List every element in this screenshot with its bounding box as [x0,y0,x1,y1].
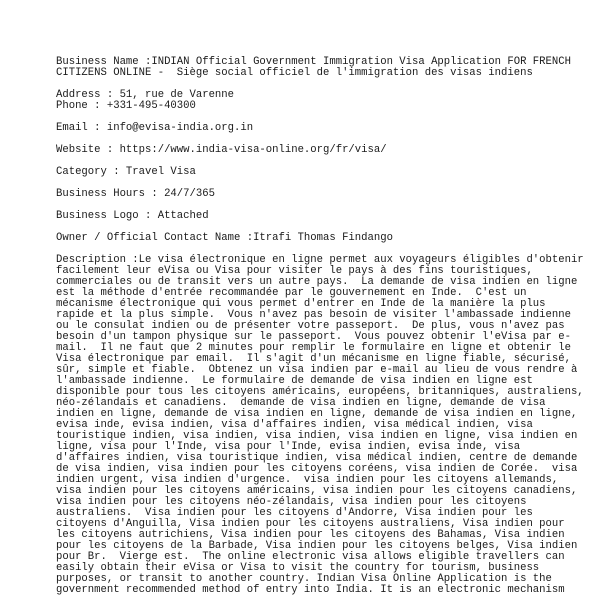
description-line: pour Br. Vierge est. The online electronic visa allows eligible travellers can [56,551,565,563]
description-line: de visa indien, visa indien pour les citoyens coréens, visa indien de Corée. visa [56,463,578,475]
description-line: l'ambassade indienne. Le formulaire de demande de visa indien en ligne est [56,375,533,387]
business-logo-line: Business Logo : Attached [56,210,209,222]
description-line: néo-zélandais et canadiens. demande de visa indien en ligne, demande de visa [56,397,546,409]
description-line: est la méthode d'entrée recommandée par le gouvernement en Inde. C'est un [56,287,527,299]
description-line: easily obtain their eVisa or Visa to visit the country for tourism, business [56,562,540,574]
description-line: touristique indien, visa indien, visa indien, visa indien en ligne, visa indien en [56,430,578,442]
business-name-line-2: CITIZENS ONLINE - Siège social officiel de l'immigration des visas indiens [56,67,533,79]
website-line: Website : https://www.india-visa-online.org/fr/visa/ [56,144,387,156]
description-line: d'affaires indien, visa touristique indien, visa médical indien, centre de demande [56,452,578,464]
description-line: disponible pour tous les citoyens américains, européens, britanniques, australiens, [56,386,584,398]
description-line: purposes, or transit to another country. Indian Visa Online Application is the [56,573,552,585]
description-line: besoin d'un tampon physique sur le passeport. Vous pouvez obtenir l'eVisa par e- [56,331,571,343]
description-line: sûr, simple et fiable. Obtenez un visa indien par e-mail au lieu de vous rendre à [56,364,578,376]
description-paragraph [56,254,584,596]
address-line: Address : 51, rue de Varenne [56,89,235,101]
email-line: Email : info@evisa-india.org.in [56,122,254,134]
description-line: les citoyens autrichiens, Visa indien pour les citoyens des Bahamas, Visa indien [56,529,565,541]
description-line: Visa électronique par email. Il s'agit d'un mécanisme en ligne fiable, sécurisé, [56,353,571,365]
business-name-line-1: Business Name :INDIAN Official Government Immigration Visa Application FOR FRENCH [56,56,571,68]
description-line: indien urgent, visa indien d'urgence. visa indien pour les citoyens allemands, [56,474,559,486]
document-body [56,56,584,596]
description-line: rapide et la plus simple. Vous n'avez pas besoin de visiter l'ambassade indienne [56,309,571,321]
description-line: ligne, visa pour l'Inde, visa pour l'Inde, evisa indien, evisa inde, visa [56,441,521,453]
description-line: citoyens d'Anguilla, Visa indien pour les citoyens australiens, Visa indien pour [56,518,565,530]
category-line: Category : Travel Visa [56,166,196,178]
description-line: facilement leur eVisa ou Visa pour visiter le pays à des fins touristiques, [56,265,533,277]
description-line: commerciales ou de transit vers un autre pays. La demande de visa indien en ligne [56,276,578,288]
owner-contact-line: Owner / Official Contact Name :Itrafi Thomas Findango [56,232,393,244]
description-line: pour les citoyens de la Barbade, Visa indien pour les citoyens belges, Visa indien [56,540,578,552]
description-line: mail. Il ne faut que 2 minutes pour remplir le formulaire en ligne et obtenir le [56,342,571,354]
description-line: visa indien pour les citoyens néo-zélandais, visa indien pour les citoyens [56,496,527,508]
description-line: ou le consulat indien ou de présenter votre passeport. De plus, vous n'avez pas [56,320,565,332]
business-name-field [56,56,571,79]
description-line: evisa inde, evisa indien, visa d'affaires indien, visa médical indien, visa [56,419,533,431]
business-hours-line: Business Hours : 24/7/365 [56,188,215,200]
description-line: visa indien pour les citoyens américains, visa indien pour les citoyens canadiens, [56,485,578,497]
address-phone-field [56,90,546,112]
description-line: indien en ligne, demande de visa indien en ligne, demande de visa indien en ligne, [56,408,578,420]
description-line: mécanisme électronique qui vous permet d'entrer en Inde de la manière la plus [56,298,546,310]
phone-line: Phone : +331-495-40300 [56,100,196,112]
description-line: government recommended method of entry into India. It is an electronic mechanism [56,584,565,596]
description-line: australiens. Visa indien pour les citoyens d'Andorre, Visa indien pour les [56,507,533,519]
description-line: Description :Le visa électronique en ligne permet aux voyageurs éligibles d'obtenir [56,254,584,266]
